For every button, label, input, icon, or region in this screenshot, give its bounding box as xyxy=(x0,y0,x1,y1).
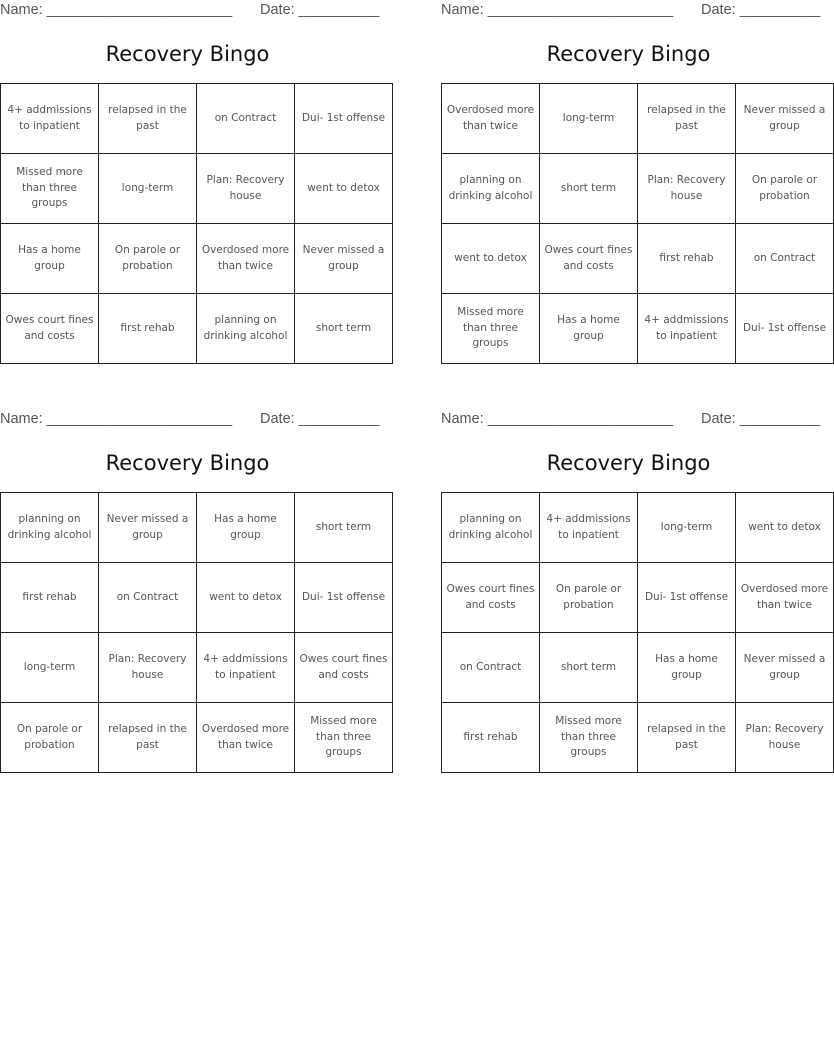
bingo-cell: went to detox xyxy=(295,154,393,224)
bingo-row xyxy=(1,703,393,773)
bingo-row xyxy=(442,493,834,563)
bingo-grid xyxy=(441,83,834,364)
date-field[interactable]: Date: __________ xyxy=(260,2,380,18)
name-date-row xyxy=(441,2,821,20)
bingo-cell: short term xyxy=(295,294,393,364)
name-field[interactable]: Name: _______________________ xyxy=(0,411,233,427)
bingo-cell: Overdosed more than twice xyxy=(197,224,295,294)
bingo-cell: went to detox xyxy=(197,563,295,633)
bingo-cell: first rehab xyxy=(1,563,99,633)
bingo-cell: planning on drinking alcohol xyxy=(442,493,540,563)
bingo-cell: relapsed in the past xyxy=(99,84,197,154)
date-field[interactable]: Date: __________ xyxy=(260,411,380,427)
bingo-row xyxy=(442,633,834,703)
bingo-cell: 4+ addmissions to inpatient xyxy=(540,493,638,563)
bingo-row xyxy=(1,563,393,633)
bingo-cell: Has a home group xyxy=(540,294,638,364)
name-date-row xyxy=(0,411,380,429)
bingo-row xyxy=(1,224,393,294)
bingo-row xyxy=(1,493,393,563)
bingo-card xyxy=(441,409,829,779)
bingo-row xyxy=(1,154,393,224)
bingo-cell: Missed more than three groups xyxy=(442,294,540,364)
card-title: Recovery Bingo xyxy=(546,451,711,475)
bingo-card xyxy=(441,0,827,370)
name-field[interactable]: Name: _______________________ xyxy=(441,411,674,427)
bingo-cell: long-term xyxy=(540,84,638,154)
bingo-card xyxy=(0,0,386,370)
bingo-cell: Plan: Recovery house xyxy=(638,154,736,224)
bingo-cell: planning on drinking alcohol xyxy=(1,493,99,563)
bingo-cell: long-term xyxy=(1,633,99,703)
date-field[interactable]: Date: __________ xyxy=(701,2,821,18)
bingo-cell: On parole or probation xyxy=(99,224,197,294)
bingo-cell: 4+ addmissions to inpatient xyxy=(1,84,99,154)
bingo-cell: relapsed in the past xyxy=(99,703,197,773)
bingo-cell: Has a home group xyxy=(638,633,736,703)
bingo-cell: went to detox xyxy=(736,493,834,563)
bingo-cell: Missed more than three groups xyxy=(540,703,638,773)
bingo-cell: planning on drinking alcohol xyxy=(197,294,295,364)
bingo-cell: Owes court fines and costs xyxy=(540,224,638,294)
bingo-grid xyxy=(441,492,834,773)
bingo-row xyxy=(1,633,393,703)
bingo-cell: long-term xyxy=(99,154,197,224)
bingo-cell: long-term xyxy=(638,493,736,563)
bingo-row xyxy=(442,703,834,773)
bingo-cell: went to detox xyxy=(442,224,540,294)
bingo-cell: Missed more than three groups xyxy=(1,154,99,224)
bingo-cell: on Contract xyxy=(99,563,197,633)
bingo-cell: Plan: Recovery house xyxy=(736,703,834,773)
bingo-row xyxy=(1,84,393,154)
bingo-cell: Dui- 1st offense xyxy=(638,563,736,633)
bingo-cell: first rehab xyxy=(99,294,197,364)
bingo-cell: short term xyxy=(540,633,638,703)
card-title: Recovery Bingo xyxy=(105,42,270,66)
bingo-cell: Never missed a group xyxy=(736,84,834,154)
bingo-cell: 4+ addmissions to inpatient xyxy=(197,633,295,703)
bingo-grid xyxy=(0,492,393,773)
card-title: Recovery Bingo xyxy=(105,451,270,475)
bingo-cell: Dui- 1st offense xyxy=(295,84,393,154)
bingo-cell: Never missed a group xyxy=(99,493,197,563)
bingo-cell: Has a home group xyxy=(1,224,99,294)
bingo-cell: Owes court fines and costs xyxy=(1,294,99,364)
bingo-cell: on Contract xyxy=(736,224,834,294)
bingo-grid xyxy=(0,83,393,364)
bingo-cell: Dui- 1st offense xyxy=(736,294,834,364)
bingo-cell: Overdosed more than twice xyxy=(442,84,540,154)
name-field[interactable]: Name: _______________________ xyxy=(0,2,233,18)
bingo-cell: On parole or probation xyxy=(540,563,638,633)
bingo-row xyxy=(442,84,834,154)
bingo-cell: 4+ addmissions to inpatient xyxy=(638,294,736,364)
bingo-cell: relapsed in the past xyxy=(638,703,736,773)
name-date-row xyxy=(441,411,821,429)
date-field[interactable]: Date: __________ xyxy=(701,411,821,427)
bingo-cell: Plan: Recovery house xyxy=(99,633,197,703)
bingo-cell: Overdosed more than twice xyxy=(197,703,295,773)
bingo-cell: Plan: Recovery house xyxy=(197,154,295,224)
bingo-cell: Never missed a group xyxy=(736,633,834,703)
bingo-cell: Overdosed more than twice xyxy=(736,563,834,633)
bingo-cell: planning on drinking alcohol xyxy=(442,154,540,224)
bingo-cell: first rehab xyxy=(442,703,540,773)
bingo-row xyxy=(442,154,834,224)
name-date-row xyxy=(0,2,380,20)
bingo-cell: On parole or probation xyxy=(736,154,834,224)
bingo-cell: relapsed in the past xyxy=(638,84,736,154)
bingo-cell: Never missed a group xyxy=(295,224,393,294)
bingo-card xyxy=(0,409,388,779)
bingo-row xyxy=(442,224,834,294)
bingo-cell: first rehab xyxy=(638,224,736,294)
bingo-cell: on Contract xyxy=(197,84,295,154)
bingo-row xyxy=(442,294,834,364)
bingo-cell: Owes court fines and costs xyxy=(442,563,540,633)
bingo-row xyxy=(442,563,834,633)
card-title: Recovery Bingo xyxy=(546,42,711,66)
bingo-row xyxy=(1,294,393,364)
bingo-cell: On parole or probation xyxy=(1,703,99,773)
bingo-cell: Has a home group xyxy=(197,493,295,563)
bingo-cell: Owes court fines and costs xyxy=(295,633,393,703)
bingo-cell: Missed more than three groups xyxy=(295,703,393,773)
bingo-cell: on Contract xyxy=(442,633,540,703)
bingo-cell: short term xyxy=(540,154,638,224)
name-field[interactable]: Name: _______________________ xyxy=(441,2,674,18)
bingo-cell: Dui- 1st offense xyxy=(295,563,393,633)
bingo-cell: short term xyxy=(295,493,393,563)
